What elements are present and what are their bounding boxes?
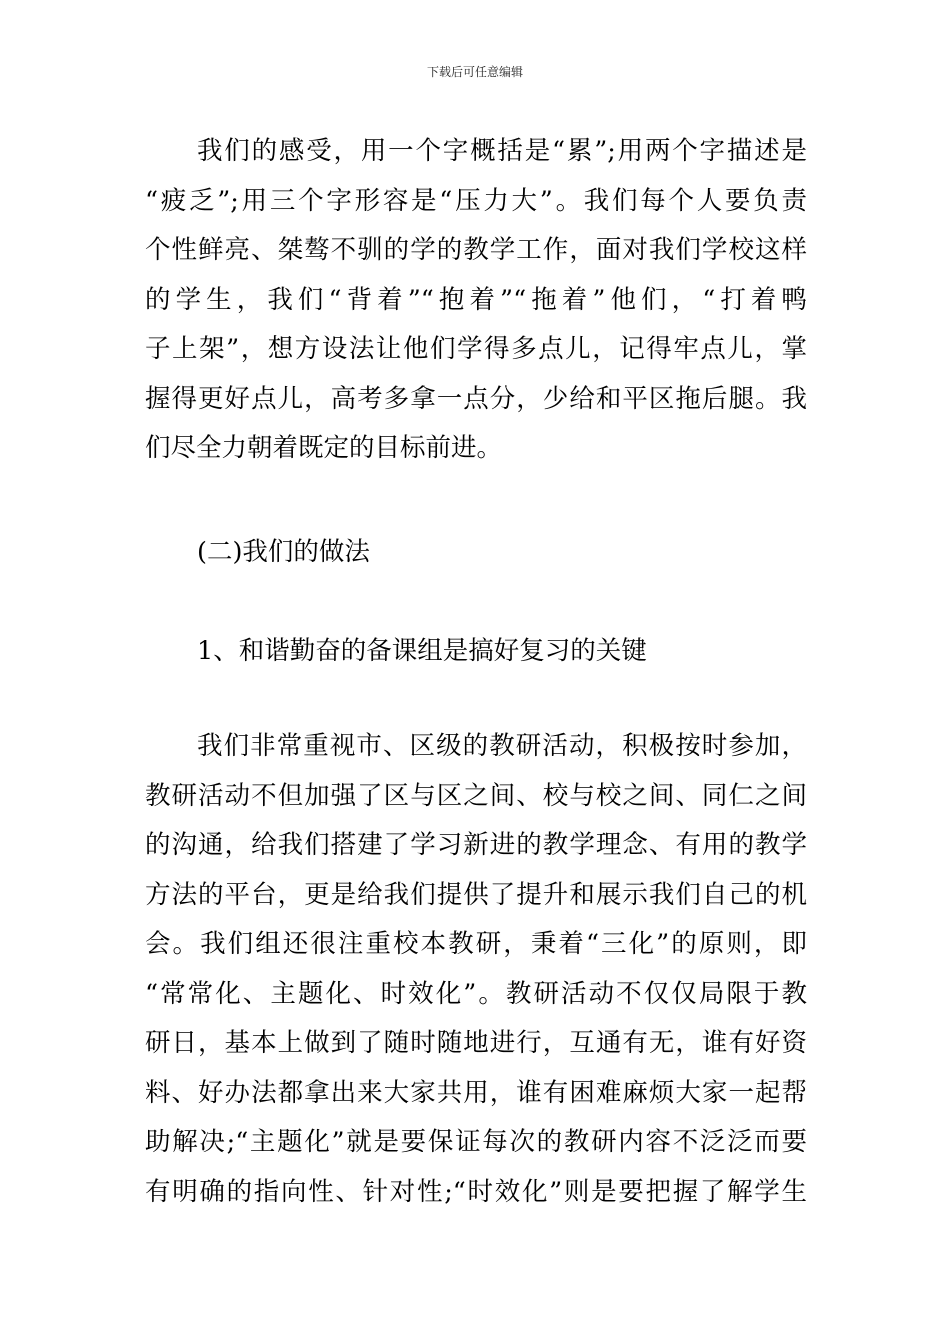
paragraph-line: 方法的平台，更是给我们提供了提升和展示我们自己的机 (145, 879, 807, 910)
paragraph-line: 我们非常重视市、区级的教研活动，积极按时参加， (197, 731, 807, 761)
paragraph-line: 个性鲜亮、桀骜不驯的学的教学工作，面对我们学校这样 (145, 235, 807, 265)
paragraph-line: 助解决;“主题化”就是要保证每次的教研内容不泛泛而要 (145, 1127, 807, 1157)
paragraph-line: 有明确的指向性、针对性;“时效化”则是要把握了解学生 (145, 1176, 807, 1207)
paragraph-line: 会。我们组还很注重校本教研，秉着“三化”的原则，即 (145, 929, 807, 959)
paragraph-line: 的学生，我们“背着”“抱着”“拖着”他们，“打着鸭 (145, 284, 807, 315)
paragraph-line: 的沟通，给我们搭建了学习新进的教学理念、有用的教学 (145, 830, 807, 860)
subheading-text: 1、和谐勤奋的备课组是搞好复习的关键 (197, 636, 647, 666)
subheading (145, 627, 807, 677)
paragraph-feelings (145, 127, 807, 474)
paragraph-line: 们尽全力朝着既定的目标前进。 (145, 433, 503, 463)
paragraph-line: 子上架”，想方设法让他们学得多点儿，记得牢点儿，掌 (145, 334, 807, 364)
section-heading (145, 528, 807, 578)
header-note: 下载后可任意编辑 (426, 65, 523, 79)
paragraph-line: “常常化、主题化、时效化”。教研活动不仅仅局限于教 (145, 978, 807, 1009)
paragraph-line: 研日，基本上做到了随时随地进行，互通有无，谁有好资 (145, 1028, 807, 1058)
section-heading-text: (二)我们的做法 (197, 537, 370, 567)
paragraph-line: 握得更好点儿，高考多拿一点分，少给和平区拖后腿。我 (145, 383, 807, 414)
paragraph-line: 教研活动不但加强了区与区之间、校与校之间、同仁之间 (145, 780, 807, 811)
paragraph-line: 料、好办法都拿出来大家共用，谁有困难麻烦大家一起帮 (145, 1077, 807, 1108)
paragraph-teaching-research (145, 722, 807, 1217)
paragraph-line: 我们的感受，用一个字概括是“累”;用两个字描述是 (197, 136, 807, 166)
paragraph-line: “疲乏”;用三个字形容是“压力大”。我们每个人要负责 (145, 185, 807, 216)
